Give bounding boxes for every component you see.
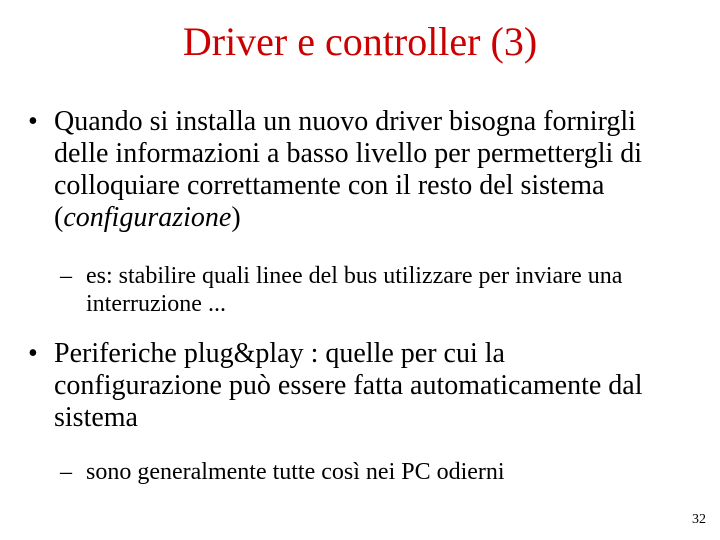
bullet-text-italic: configurazione (63, 202, 232, 233)
bullet-marker: • (28, 106, 38, 137)
sub-bullet-marker: – (60, 263, 72, 289)
page-number: 32 (692, 512, 706, 527)
bullet-item (28, 338, 678, 434)
sub-bullet-item (60, 262, 680, 318)
bullet-text-part: ) (231, 202, 241, 233)
slide-title: Driver e controller (3) (182, 19, 538, 64)
bullet-item (28, 106, 678, 234)
sub-bullet-item (60, 458, 680, 486)
bullet-marker: • (28, 338, 38, 369)
sub-bullet-text: es: stabilire quali linee del bus utilizzare per inviare una interruzione ... (86, 263, 623, 317)
sub-bullet-text: sono generalmente tutte così nei PC odierni (86, 459, 505, 485)
bullet-text (54, 106, 678, 234)
bullet-text: Periferiche plug&play : quelle per cui la configurazione può essere fatta automaticamente dal sistema (54, 338, 643, 433)
bullet-text-part: Quando si installa un nuovo driver bisogna fornirgli delle informazioni a basso livello per permettergli di colloquiare correttamente con il resto del sistema ( (54, 106, 643, 233)
sub-bullet-marker: – (60, 459, 72, 485)
